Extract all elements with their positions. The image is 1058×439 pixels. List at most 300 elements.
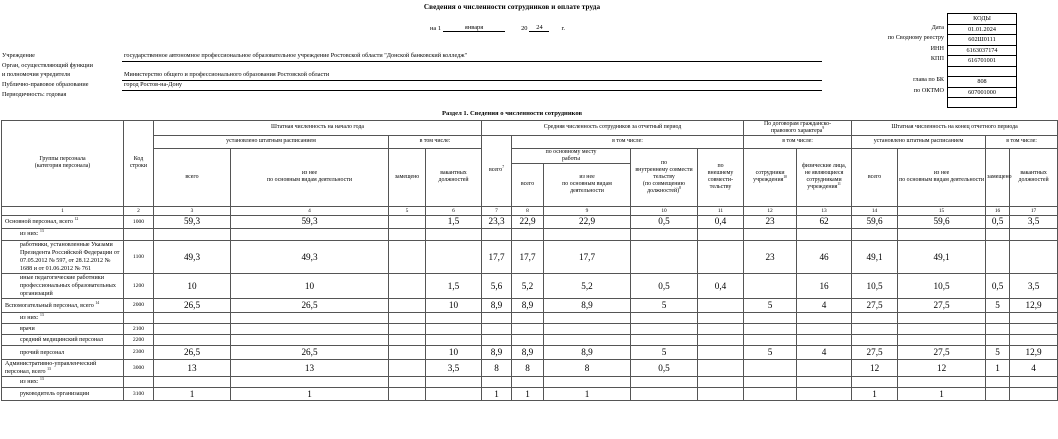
cell-col-15[interactable]: 1	[898, 388, 986, 401]
cell-col-11[interactable]	[698, 313, 744, 324]
cell-col-13[interactable]: 62	[797, 215, 852, 228]
header-avg-main-core-line3: деятельности	[570, 188, 604, 195]
colnum-7: 7	[482, 206, 512, 215]
cell-col-14[interactable]: 27,5	[852, 346, 898, 360]
cell-col-12[interactable]	[744, 377, 797, 388]
codes-value-inn[interactable]: 6163037174	[947, 45, 1017, 56]
cell-col-17[interactable]: 12,9	[1010, 299, 1058, 313]
colnum-11: 11	[698, 206, 744, 215]
cell-col-14[interactable]: 49,1	[852, 240, 898, 273]
institution-value[interactable]: государственное автономное профессиональное образовательное учреждение Ростовской области "Донской банковский колледж"	[124, 52, 468, 59]
cell-col-16[interactable]	[986, 313, 1010, 324]
cell-col-4[interactable]: 49,3	[231, 240, 389, 273]
cell-col-15[interactable]	[898, 313, 986, 324]
cell-col-11[interactable]	[698, 324, 744, 335]
cell-col-17[interactable]: 3,5	[1010, 215, 1058, 228]
header-block-average-period: Средняя численность сотрудников за отчетный период	[482, 121, 744, 136]
row-label-sup: 12	[74, 216, 79, 221]
cell-col-13[interactable]: 4	[797, 299, 852, 313]
cell-col-8[interactable]: 5,2	[512, 274, 544, 299]
colnum-8: 8	[512, 206, 544, 215]
cell-col-11[interactable]	[698, 228, 744, 240]
codes-label-glava-bk: глава по БК	[913, 76, 944, 83]
cell-col-7[interactable]: 5,6	[482, 274, 512, 299]
cell-col-8[interactable]: 8	[512, 360, 544, 377]
row-code: 2300	[124, 346, 154, 360]
cell-col-6[interactable]: 10	[426, 299, 482, 313]
cell-col-17[interactable]: 3,5	[1010, 274, 1058, 299]
header-avg-external-line3: совмести-	[708, 177, 734, 184]
cell-col-17[interactable]	[1010, 388, 1058, 401]
cell-col-8[interactable]	[512, 335, 544, 346]
cell-col-15[interactable]: 49,1	[898, 240, 986, 273]
cell-col-13[interactable]: 46	[797, 240, 852, 273]
colnum-17: 17	[1010, 206, 1058, 215]
header-avg-internal-line1: по	[660, 159, 668, 166]
cell-col-13[interactable]	[797, 377, 852, 388]
cell-col-7[interactable]	[482, 377, 512, 388]
cell-col-17[interactable]: 12,9	[1010, 346, 1058, 360]
cell-col-5[interactable]	[389, 274, 426, 299]
cell-col-6[interactable]: 3,5	[426, 360, 482, 377]
cell-col-10[interactable]	[631, 228, 698, 240]
cell-col-12[interactable]: 23	[744, 215, 797, 228]
cell-col-3[interactable]: 1	[154, 388, 231, 401]
cell-col-17[interactable]	[1010, 228, 1058, 240]
cell-col-14[interactable]: 1	[852, 388, 898, 401]
header-row-code-line2: строки	[129, 163, 148, 170]
header-avg-main-workplace-line1: по основному месту	[545, 148, 597, 155]
header-avg-main-core-line2: по основным видам	[562, 181, 612, 188]
cell-col-10[interactable]	[631, 313, 698, 324]
cell-col-17[interactable]	[1010, 377, 1058, 388]
colnum-1: 1	[2, 206, 124, 215]
header-avg-internal-line4: (по совмещению	[643, 180, 685, 187]
row-label-sup: 13	[39, 313, 44, 318]
date-year-field[interactable]: 24	[529, 24, 549, 32]
cell-col-11[interactable]	[698, 388, 744, 401]
row-label: Основной персонал, всего $^{12}$	[2, 215, 124, 228]
cell-col-12[interactable]	[744, 274, 797, 299]
cell-col-6[interactable]	[426, 240, 482, 273]
cell-col-9[interactable]	[544, 335, 631, 346]
header-gpc-individuals-line1: физические лица,	[801, 163, 847, 170]
cell-col-15[interactable]	[898, 228, 986, 240]
header-block-start-year: Штатная численность на начало года	[154, 121, 482, 136]
cell-col-6[interactable]	[426, 335, 482, 346]
founder-value[interactable]: Министерство общего и профессионального образования Ростовской области	[124, 71, 330, 78]
header-start-filled: замещено	[389, 148, 426, 206]
header-avg-external-line1: по	[717, 163, 724, 170]
header-end-total: всего	[852, 148, 898, 206]
table-row	[2, 215, 1058, 228]
cell-col-3[interactable]: 49,3	[154, 240, 231, 273]
public-entity-value[interactable]: город Ростов-на-Дону	[124, 81, 182, 88]
cell-col-8[interactable]: 17,7	[512, 240, 544, 273]
header-gpc-individuals-line2: не являющиеся	[804, 170, 844, 177]
table-row	[2, 346, 1058, 360]
cell-col-3[interactable]	[154, 324, 231, 335]
cell-col-4[interactable]: 13	[231, 360, 389, 377]
cell-col-4[interactable]	[231, 228, 389, 240]
table-row	[2, 324, 1058, 335]
page-title: Сведения о численности сотрудников и оплате труда	[423, 3, 601, 11]
table-row	[2, 228, 1058, 240]
cell-col-3[interactable]: 26,5	[154, 299, 231, 313]
cell-col-3[interactable]	[154, 377, 231, 388]
header-avg-external-combination	[698, 148, 744, 206]
cell-col-15[interactable]: 59,6	[898, 215, 986, 228]
cell-col-12[interactable]	[744, 335, 797, 346]
cell-col-5[interactable]	[389, 324, 426, 335]
cell-col-17[interactable]	[1010, 240, 1058, 273]
header-gpc-text: правового характера	[770, 127, 823, 134]
date-suffix-label: г.	[561, 25, 565, 32]
cell-col-16[interactable]	[986, 324, 1010, 335]
cell-col-11[interactable]: 0,4	[698, 215, 744, 228]
cell-col-6[interactable]	[426, 324, 482, 335]
cell-col-10[interactable]	[631, 335, 698, 346]
colnum-14: 14	[852, 206, 898, 215]
cell-col-5[interactable]	[389, 313, 426, 324]
row-label: врачи	[2, 324, 124, 335]
colnum-2: 2	[124, 206, 154, 215]
header-personnel-groups-line2: (категория персонала)	[34, 163, 91, 170]
header-avg-total-text: всего	[488, 167, 503, 174]
cell-col-12[interactable]: 5	[744, 346, 797, 360]
row-label: из них: $^{13}$	[2, 377, 124, 388]
cell-col-5[interactable]	[389, 346, 426, 360]
cell-col-17[interactable]: 4	[1010, 360, 1058, 377]
header-block-civil-contracts-line1: По договорам гражданско-	[763, 121, 832, 127]
row-label: Вспомогательный персонал, всего $^{14}$	[2, 299, 124, 313]
cell-col-3[interactable]	[154, 335, 231, 346]
header-avg-total-sup: 7	[502, 165, 505, 170]
cell-col-13[interactable]	[797, 388, 852, 401]
cell-col-14[interactable]: 59,6	[852, 215, 898, 228]
codes-value-kpp[interactable]: 616701001	[947, 55, 1017, 66]
cell-col-15[interactable]: 10,5	[898, 274, 986, 299]
cell-col-14[interactable]	[852, 377, 898, 388]
cell-col-4[interactable]	[231, 377, 389, 388]
cell-col-3[interactable]	[154, 228, 231, 240]
row-code: 2200	[124, 335, 154, 346]
cell-col-8[interactable]: 8,9	[512, 346, 544, 360]
row-label-sup: 13	[39, 229, 44, 234]
cell-col-7[interactable]: 8,9	[482, 299, 512, 313]
cell-col-15[interactable]	[898, 335, 986, 346]
header-personnel-groups	[2, 121, 124, 207]
header-avg-internal-line5-text: должностей)	[647, 187, 680, 194]
cell-col-7[interactable]	[482, 313, 512, 324]
cell-col-12[interactable]: 23	[744, 240, 797, 273]
cell-col-5[interactable]	[389, 240, 426, 273]
cell-col-8[interactable]	[512, 313, 544, 324]
cell-col-11[interactable]	[698, 240, 744, 273]
cell-col-11[interactable]: 0,4	[698, 274, 744, 299]
row-label: Административно-управленческий персонал, всего $^{13}$	[2, 360, 124, 377]
cell-col-9[interactable]: 1	[544, 388, 631, 401]
colnum-16: 16	[986, 206, 1010, 215]
cell-col-17[interactable]	[1010, 324, 1058, 335]
cell-col-14[interactable]	[852, 313, 898, 324]
cell-col-9[interactable]: 8	[544, 360, 631, 377]
cell-col-14[interactable]: 10,5	[852, 274, 898, 299]
header-gpc-individuals-line4	[798, 184, 850, 191]
cell-col-3[interactable]: 26,5	[154, 346, 231, 360]
cell-col-16[interactable]: 1	[986, 360, 1010, 377]
row-label-sup: 14	[95, 300, 100, 305]
column-number-row	[2, 206, 1058, 215]
colnum-15: 15	[898, 206, 986, 215]
header-start-total: всего	[154, 148, 231, 206]
cell-col-15[interactable]	[898, 377, 986, 388]
header-including-start: в том числе:	[389, 135, 482, 148]
cell-col-9[interactable]	[544, 377, 631, 388]
founder-label-line2: и полномочия учредителя	[2, 71, 71, 78]
cell-col-12[interactable]	[744, 360, 797, 377]
cell-col-9[interactable]	[544, 228, 631, 240]
cell-col-16[interactable]: 5	[986, 299, 1010, 313]
cell-col-13[interactable]	[797, 324, 852, 335]
header-gpc-staff-line2	[745, 177, 795, 184]
colnum-3: 3	[154, 206, 231, 215]
cell-col-14[interactable]	[852, 228, 898, 240]
cell-col-12[interactable]: 5	[744, 299, 797, 313]
row-code: 1200	[124, 274, 154, 299]
cell-col-6[interactable]	[426, 377, 482, 388]
cell-col-3[interactable]: 10	[154, 274, 231, 299]
cell-col-7[interactable]: 23,3	[482, 215, 512, 228]
cell-col-7[interactable]: 17,7	[482, 240, 512, 273]
table-body	[2, 215, 1058, 400]
cell-col-9[interactable]: 22,9	[544, 215, 631, 228]
cell-col-15[interactable]: 27,5	[898, 299, 986, 313]
public-entity-label: Публично-правовое образование	[2, 81, 89, 88]
row-code	[124, 377, 154, 388]
header-avg-main-core	[544, 163, 631, 206]
cell-col-14[interactable]: 12	[852, 360, 898, 377]
header-start-core-line1: из нее	[301, 170, 318, 177]
cell-col-3[interactable]	[154, 313, 231, 324]
header-avg-internal-sup: 8	[679, 185, 681, 190]
cell-col-5[interactable]	[389, 228, 426, 240]
cell-col-6[interactable]: 10	[426, 346, 482, 360]
cell-col-12[interactable]	[744, 228, 797, 240]
cell-col-9[interactable]: 17,7	[544, 240, 631, 273]
codes-value-glava-bk[interactable]: 808	[947, 76, 1017, 87]
row-code	[124, 228, 154, 240]
cell-col-16[interactable]	[986, 377, 1010, 388]
cell-col-10[interactable]: 5	[631, 346, 698, 360]
codes-value-oktmo[interactable]: 607001000	[947, 87, 1017, 98]
cell-col-10[interactable]	[631, 388, 698, 401]
cell-col-9[interactable]: 8,9	[544, 346, 631, 360]
row-code: 1100	[124, 240, 154, 273]
cell-col-8[interactable]: 1	[512, 388, 544, 401]
institution-rule	[122, 61, 822, 62]
codes-value-blank-1[interactable]	[947, 66, 1017, 77]
cell-col-11[interactable]	[698, 299, 744, 313]
row-code: 3100	[124, 388, 154, 401]
cell-col-11[interactable]	[698, 377, 744, 388]
cell-col-3[interactable]: 59,3	[154, 215, 231, 228]
header-avg-internal-line3: тельству	[653, 173, 675, 180]
cell-col-10[interactable]: 0,5	[631, 215, 698, 228]
colnum-4: 4	[231, 206, 389, 215]
cell-col-14[interactable]	[852, 335, 898, 346]
cell-col-16[interactable]: 0,5	[986, 215, 1010, 228]
cell-col-13[interactable]	[797, 313, 852, 324]
colnum-6: 6	[426, 206, 482, 215]
cell-col-8[interactable]	[512, 324, 544, 335]
header-avg-main-workplace-line2: работы	[562, 155, 580, 162]
cell-col-6[interactable]: 1,5	[426, 274, 482, 299]
cell-col-13[interactable]	[797, 228, 852, 240]
header-gpc-individuals-line4-text: учреждения	[807, 184, 838, 191]
cell-col-16[interactable]: 5	[986, 346, 1010, 360]
cell-col-8[interactable]	[512, 228, 544, 240]
header-gpc-individuals	[797, 148, 852, 206]
cell-col-8[interactable]: 22,9	[512, 215, 544, 228]
cell-col-15[interactable]: 27,5	[898, 346, 986, 360]
header-start-core-activities	[231, 148, 389, 206]
cell-col-5[interactable]	[389, 377, 426, 388]
row-label: руководитель организации	[2, 388, 124, 401]
codes-box	[947, 13, 1017, 108]
header-avg-main-core-line1: из нее	[579, 174, 595, 181]
cell-col-4[interactable]: 26,5	[231, 346, 389, 360]
row-label: иные педагогические работники профессиональных образовательных организаций	[2, 274, 124, 299]
codes-value-registry[interactable]: 602Ш0111	[947, 34, 1017, 45]
row-label: из них: $^{13}$	[2, 228, 124, 240]
cell-col-10[interactable]	[631, 240, 698, 273]
cell-col-10[interactable]: 0,5	[631, 360, 698, 377]
cell-col-16[interactable]	[986, 228, 1010, 240]
cell-col-12[interactable]	[744, 324, 797, 335]
cell-col-6[interactable]	[426, 313, 482, 324]
cell-col-16[interactable]	[986, 388, 1010, 401]
cell-col-12[interactable]	[744, 388, 797, 401]
cell-col-7[interactable]: 8	[482, 360, 512, 377]
section-title: Раздел 1. Сведения о численности сотрудников	[441, 110, 583, 117]
header-block-end-period: Штатная численность на конец отчетного периода	[852, 121, 1058, 136]
cell-col-7[interactable]	[482, 228, 512, 240]
cell-col-14[interactable]	[852, 324, 898, 335]
cell-col-3[interactable]: 13	[154, 360, 231, 377]
cell-col-14[interactable]: 27,5	[852, 299, 898, 313]
report-date-line	[430, 24, 565, 32]
cell-col-5[interactable]	[389, 360, 426, 377]
header-row-code-line1: Код	[133, 156, 144, 163]
row-label: средний медицинский персонал	[2, 335, 124, 346]
cell-col-13[interactable]	[797, 335, 852, 346]
cell-col-4[interactable]: 59,3	[231, 215, 389, 228]
codes-value-blank-2[interactable]	[947, 97, 1017, 108]
cell-col-6[interactable]	[426, 228, 482, 240]
header-avg-internal-line2: внутреннему совмести	[635, 166, 693, 173]
cell-col-10[interactable]: 0,5	[631, 274, 698, 299]
cell-col-4[interactable]	[231, 324, 389, 335]
cell-col-4[interactable]: 1	[231, 388, 389, 401]
codes-label-registry: по Сводному реестру	[887, 34, 944, 41]
cell-col-4[interactable]: 26,5	[231, 299, 389, 313]
cell-col-4[interactable]: 10	[231, 274, 389, 299]
header-start-core-line2: по основным видам деятельности	[267, 177, 352, 184]
cell-col-4[interactable]	[231, 335, 389, 346]
cell-col-5[interactable]	[389, 388, 426, 401]
row-code: 2000	[124, 299, 154, 313]
cell-col-6[interactable]	[426, 388, 482, 401]
cell-col-7[interactable]	[482, 335, 512, 346]
cell-col-7[interactable]: 8,9	[482, 346, 512, 360]
header-gpc-individuals-line3: сотрудниками	[806, 177, 842, 184]
cell-col-8[interactable]	[512, 377, 544, 388]
cell-col-13[interactable]: 16	[797, 274, 852, 299]
cell-col-9[interactable]: 5,2	[544, 274, 631, 299]
header-gpc-staff-sup: 10	[783, 175, 787, 180]
table-row	[2, 360, 1058, 377]
codes-value-date[interactable]: 01.01.2024	[947, 24, 1017, 35]
cell-col-5[interactable]	[389, 299, 426, 313]
cell-col-10[interactable]: 5	[631, 299, 698, 313]
header-avg-main-workplace	[512, 148, 631, 163]
header-avg-external-line4: тельству	[709, 184, 732, 191]
cell-col-7[interactable]: 1	[482, 388, 512, 401]
cell-col-13[interactable]	[797, 360, 852, 377]
date-century-label: 20	[521, 25, 528, 32]
cell-col-12[interactable]	[744, 313, 797, 324]
cell-col-5[interactable]	[389, 335, 426, 346]
row-label-sup: 13	[39, 377, 44, 382]
cell-col-10[interactable]	[631, 324, 698, 335]
cell-col-16[interactable]	[986, 335, 1010, 346]
institution-label: Учреждение	[2, 52, 35, 59]
header-end-vacant	[1010, 148, 1058, 206]
cell-col-9[interactable]: 8,9	[544, 299, 631, 313]
row-label: работники, установленные Указами Президента Российской Федерации от 07.05.2012 № 597, от 28.12.2012 № 1688 и от 01.06.2012 № 761	[2, 240, 124, 273]
row-code: 1000	[124, 215, 154, 228]
row-label: из них: $^{13}$	[2, 313, 124, 324]
cell-col-8[interactable]: 8,9	[512, 299, 544, 313]
cell-col-7[interactable]	[482, 324, 512, 335]
cell-col-11[interactable]	[698, 335, 744, 346]
cell-col-6[interactable]: 1,5	[426, 215, 482, 228]
cell-col-10[interactable]	[631, 377, 698, 388]
table-row	[2, 388, 1058, 401]
header-avg-internal-combination	[631, 148, 698, 206]
cell-col-11[interactable]	[698, 360, 744, 377]
date-month-field[interactable]: января	[443, 24, 505, 32]
cell-col-17[interactable]	[1010, 335, 1058, 346]
cell-col-15[interactable]	[898, 324, 986, 335]
header-start-vacant: вакантных должностей	[426, 148, 482, 206]
cell-col-5[interactable]	[389, 215, 426, 228]
cell-col-16[interactable]	[986, 240, 1010, 273]
cell-col-9[interactable]	[544, 324, 631, 335]
cell-col-4[interactable]	[231, 313, 389, 324]
table-row	[2, 377, 1058, 388]
codes-label-oktmo: по ОКТМО	[913, 86, 944, 94]
cell-col-11[interactable]	[698, 346, 744, 360]
header-avg-external-line2: внешнему	[707, 170, 734, 177]
header-block-civil-contracts	[744, 121, 852, 136]
cell-col-16[interactable]: 0,5	[986, 274, 1010, 299]
cell-col-15[interactable]: 12	[898, 360, 986, 377]
cell-col-17[interactable]	[1010, 313, 1058, 324]
cell-col-9[interactable]	[544, 313, 631, 324]
cell-col-13[interactable]: 4	[797, 346, 852, 360]
